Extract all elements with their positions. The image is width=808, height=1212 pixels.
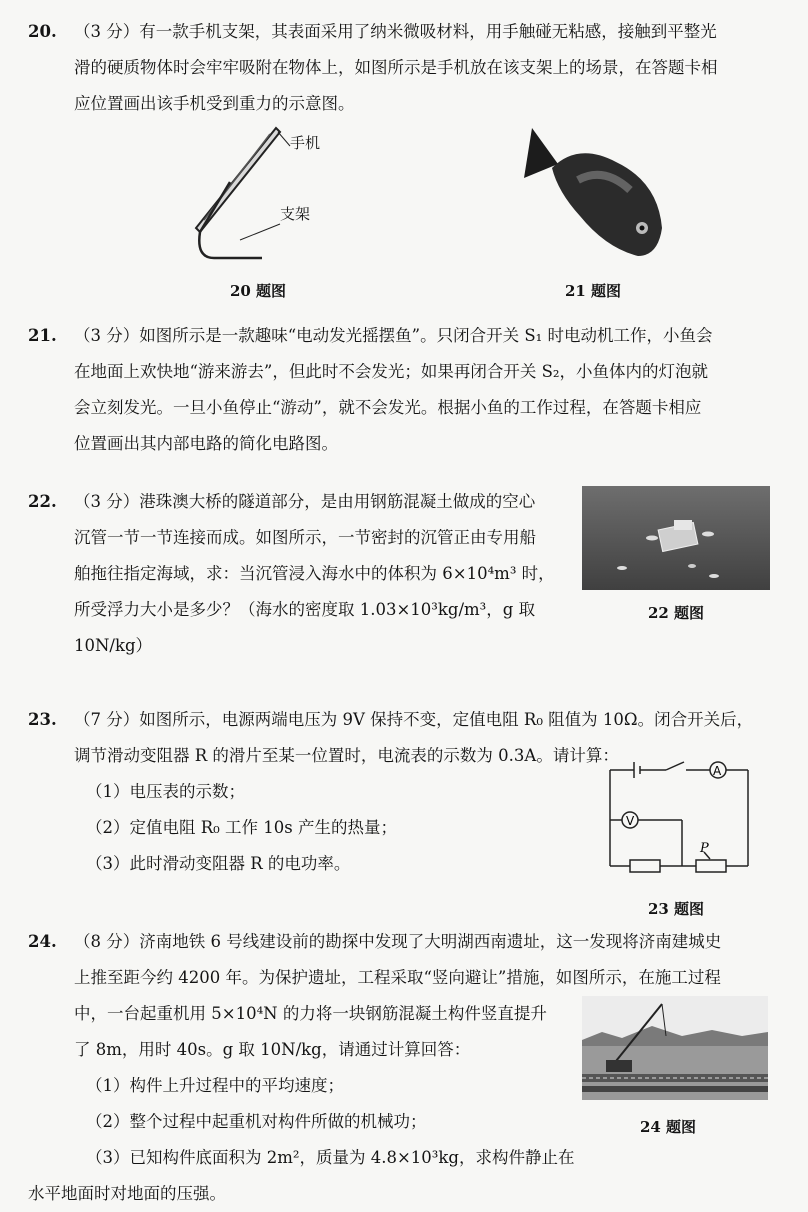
voltmeter-label: V	[626, 814, 635, 828]
slider-label: P	[700, 841, 709, 856]
q20-line-1: 20. （3 分）有一款手机支架，其表面采用了纳米微吸材料，用手触碰无粘感，接触到平整光	[28, 14, 788, 50]
question-20	[28, 14, 788, 122]
q22-line-1: 22. （3 分）港珠澳大桥的隧道部分，是由用钢筋混凝土做成的空心	[28, 484, 568, 520]
caption-20: 20 题图	[229, 282, 287, 300]
q23-sub-2: （2）定值电阻 R₀ 工作 10s 产生的热量；	[86, 818, 397, 837]
q24-sub-1: （1）构件上升过程中的平均速度；	[86, 1076, 344, 1095]
figure-22-tunnel-tow	[582, 486, 770, 590]
q21-line-4: 位置画出其内部电路的简化电路图。	[74, 434, 338, 453]
q24-line-4: 了 8m，用时 40s。g 取 10N/kg，请通过计算回答：	[74, 1040, 471, 1059]
figure-21-fish	[518, 120, 668, 262]
caption-22: 22 题图	[647, 604, 705, 622]
figure-20-phone-stand	[190, 120, 300, 270]
figure-23-circuit	[600, 756, 770, 880]
q20-number: 20.	[28, 22, 57, 41]
caption-23: 23 题图	[647, 900, 705, 918]
caption-21: 21 题图	[564, 282, 622, 300]
label-phone: 手机	[290, 134, 321, 152]
q20-line-2: 滑的硬质物体时会牢牢吸附在物体上，如图所示是手机放在该支架上的场景，在答题卡相	[74, 58, 718, 77]
q22-line-5: 10N/kg）	[74, 636, 153, 655]
q23-line-1: 23. （7 分）如图所示，电源两端电压为 9V 保持不变，定值电阻 R₀ 阻值为 10Ω。闭合开关后，	[28, 702, 788, 738]
q23-sub-1: （1）电压表的示数；	[86, 782, 245, 801]
q23-line-2: 调节滑动变阻器 R 的滑片至某一位置时，电流表的示数为 0.3A。请计算：	[74, 746, 619, 765]
q23-sub-3: （3）此时滑动变阻器 R 的电功率。	[86, 854, 351, 873]
figure-24-crane	[582, 996, 768, 1100]
q21-line-1: 21. （3 分）如图所示是一款趣味“电动发光摇摆鱼”。只闭合开关 S₁ 时电动机工作，小鱼会	[28, 318, 788, 354]
q24-number: 24.	[28, 932, 57, 951]
q22-number: 22.	[28, 492, 57, 511]
q24-line-2: 上推至距今约 4200 年。为保护遗址，工程采取“竖向避让”措施，如图所示，在施工过程	[74, 968, 721, 987]
q20-line-3: 应位置画出该手机受到重力的示意图。	[74, 94, 355, 113]
question-22	[28, 484, 568, 664]
q24-line-3: 中，一台起重机用 5×10⁴N 的力将一块钢筋混凝土构件竖直提升	[74, 1004, 547, 1023]
q24-sub-3: （3）已知构件底面积为 2m²，质量为 4.8×10³kg，求构件静止在	[86, 1148, 575, 1167]
q23-number: 23.	[28, 710, 57, 729]
q24-line-1: 24. （8 分）济南地铁 6 号线建设前的勘探中发现了大明湖西南遗址，这一发现将济南建城史	[28, 924, 788, 960]
q21-line-3: 会立刻发光。一旦小鱼停止“游动”，就不会发光。根据小鱼的工作过程，在答题卡相应	[74, 398, 702, 417]
caption-24: 24 题图	[639, 1118, 697, 1136]
q22-line-4: 所受浮力大小是多少？（海水的密度取 1.03×10³kg/m³，g 取	[74, 600, 536, 619]
q21-number: 21.	[28, 326, 57, 345]
q22-line-2: 沉管一节一节连接而成。如图所示，一节密封的沉管正由专用船	[74, 528, 536, 547]
question-21	[28, 318, 788, 462]
ammeter-label: A	[713, 764, 722, 778]
q24-sub-2: （2）整个过程中起重机对构件所做的机械功；	[86, 1112, 427, 1131]
q21-line-2: 在地面上欢快地“游来游去”，但此时不会发光；如果再闭合开关 S₂，小鱼体内的灯泡就	[74, 362, 709, 381]
q24-last-line: 水平地面时对地面的压强。	[28, 1184, 226, 1203]
label-stand: 支架	[280, 205, 311, 223]
q22-line-3: 舶拖往指定海域，求：当沉管浸入海水中的体积为 6×10⁴m³ 时，	[74, 564, 555, 583]
